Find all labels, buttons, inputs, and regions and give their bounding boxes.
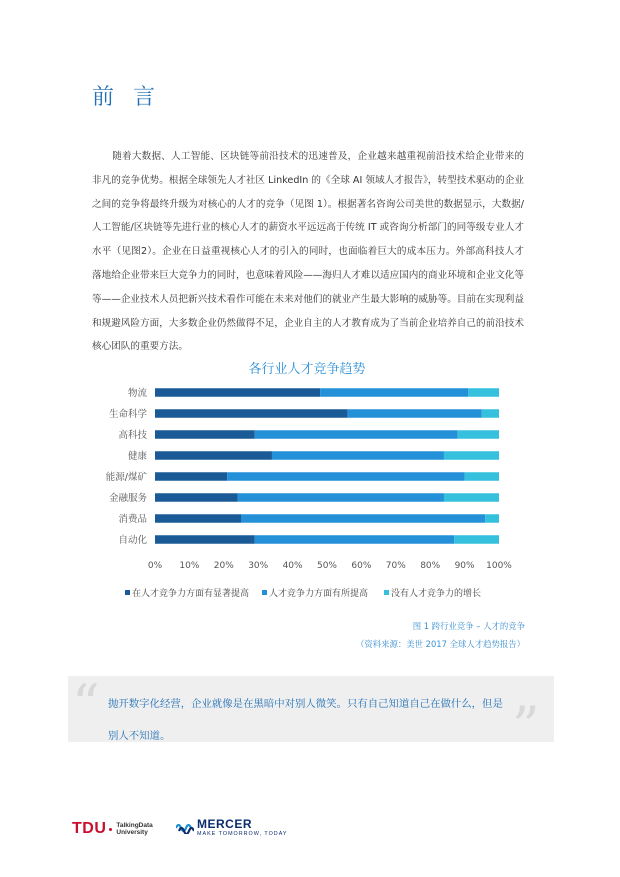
bar-segment bbox=[444, 451, 499, 460]
legend-label: 在人才竞争力方面有显著提高 bbox=[132, 589, 250, 599]
industry-talent-chart bbox=[92, 352, 522, 602]
x-tick-label: 50% bbox=[316, 561, 338, 571]
bar-segment bbox=[458, 430, 499, 439]
legend-swatch bbox=[125, 590, 130, 595]
category-label: 能源/煤矿 bbox=[105, 472, 147, 483]
mercer-logo bbox=[176, 818, 288, 838]
legend-label: 没有人才竞争力的增长 bbox=[391, 589, 482, 599]
bar-segment bbox=[320, 388, 468, 397]
x-tick-label: 20% bbox=[213, 561, 234, 571]
bar-segment bbox=[485, 514, 499, 523]
category-label: 健康 bbox=[127, 451, 147, 462]
page-heading: 前 言 bbox=[92, 85, 161, 110]
category-label: 高科技 bbox=[118, 430, 147, 441]
tdu-logo-mark: TDU bbox=[72, 820, 107, 837]
category-label: 生命科学 bbox=[108, 409, 147, 420]
x-tick-label: 40% bbox=[282, 561, 303, 571]
legend-swatch bbox=[384, 590, 389, 595]
bar-segment bbox=[468, 388, 499, 397]
bar-segment bbox=[155, 409, 348, 418]
mercer-tagline: MAKE TOMORROW, TODAY bbox=[197, 831, 288, 837]
tdu-dot-icon bbox=[109, 828, 112, 831]
tdu-logo bbox=[72, 817, 153, 841]
bar-segment bbox=[482, 409, 499, 418]
intro-paragraph bbox=[92, 145, 524, 359]
x-tick-label: 30% bbox=[248, 561, 269, 571]
category-label: 自动化 bbox=[118, 535, 147, 546]
bar-segment bbox=[155, 430, 255, 439]
bar-segment bbox=[155, 514, 241, 523]
tdu-line2: University bbox=[116, 829, 148, 836]
figure-caption: 图 1 跨行业竞争 – 人才的竞争 bbox=[412, 621, 525, 631]
tdu-logo-subtitle bbox=[116, 822, 152, 836]
figure-source: （资料来源：美世 2017 全球人才趋势报告） bbox=[355, 639, 525, 649]
bar-segment bbox=[444, 493, 499, 502]
intro-paragraph-text: 随着大数据、人工智能、区块链等前沿技术的迅速普及，企业越来越重视前沿技术给企业带来的非凡的竞争优势。根据全球领先人才社区 LinkedIn 的《全球 AI 领域人才报告》，转型技术驱动的企业之间的竞争将最终升级为对核心的人才的竞争（见图 1）。根据著名咨询公司美世的数据显示，大数据/人工智能/区块链等先进行业的核心人才的薪资水平远远高于传统 IT 或咨询分析部门的同等级专业人才水平（见图2）。企业在日益重视核心人才的引入的同时，也面临着巨大的成本压力。外部高科技人才落地给企业带来巨大竞争力的同时，也意味着风险——海归人才难以适应国内的商业环境和企业文化等等——企业技术人员把新兴技术看作可能在未来对他们的就业产生最大影响的威胁等。目前在实现利益和规避风险方面，大多数企业仍然做得不足，企业自主的人才教育成为了当前企业培养自己的前沿技术核心团队的重要方法。 bbox=[92, 151, 524, 353]
chart-title: 各行业人才竞争趋势 bbox=[248, 362, 366, 377]
quote-box bbox=[68, 673, 554, 758]
bar-segment bbox=[272, 451, 444, 460]
mercer-name: MERCER bbox=[197, 817, 253, 831]
category-label: 物流 bbox=[127, 388, 147, 399]
x-tick-label: 80% bbox=[420, 561, 441, 571]
bar-segment bbox=[465, 472, 499, 481]
x-tick-label: 70% bbox=[385, 561, 406, 571]
bar-segment bbox=[454, 535, 499, 544]
x-tick-label: 10% bbox=[179, 561, 200, 571]
bar-segment bbox=[255, 430, 458, 439]
bar-segment bbox=[155, 535, 255, 544]
category-label: 金融服务 bbox=[108, 493, 147, 504]
bar-segment bbox=[238, 493, 444, 502]
bar-segment bbox=[155, 388, 320, 397]
tdu-line1: TalkingData bbox=[116, 822, 153, 829]
bar-segment bbox=[155, 493, 238, 502]
x-tick-label: 90% bbox=[454, 561, 475, 571]
quote-text: 抛开数字化经营，企业就像是在黑暗中对别人微笑。只有自己知道自己在做什么，但是别人不知道。 bbox=[108, 698, 503, 742]
bar-segment bbox=[155, 472, 227, 481]
mercer-wordmark bbox=[197, 818, 288, 838]
bar-segment bbox=[227, 472, 464, 481]
x-tick-label: 100% bbox=[486, 561, 512, 571]
bar-segment bbox=[241, 514, 485, 523]
mercer-wave-icon bbox=[176, 822, 194, 834]
bar-segment bbox=[255, 535, 455, 544]
legend-label: 人才竞争力方面有所提高 bbox=[269, 589, 369, 599]
bar-segment bbox=[155, 451, 272, 460]
x-tick-label: 60% bbox=[351, 561, 372, 571]
legend-swatch bbox=[262, 590, 267, 595]
open-quote-icon: “ bbox=[72, 673, 100, 736]
close-quote-icon: ” bbox=[512, 695, 540, 758]
bar-segment bbox=[348, 409, 482, 418]
x-tick-label: 0% bbox=[147, 561, 163, 571]
category-label: 消费品 bbox=[118, 514, 147, 525]
